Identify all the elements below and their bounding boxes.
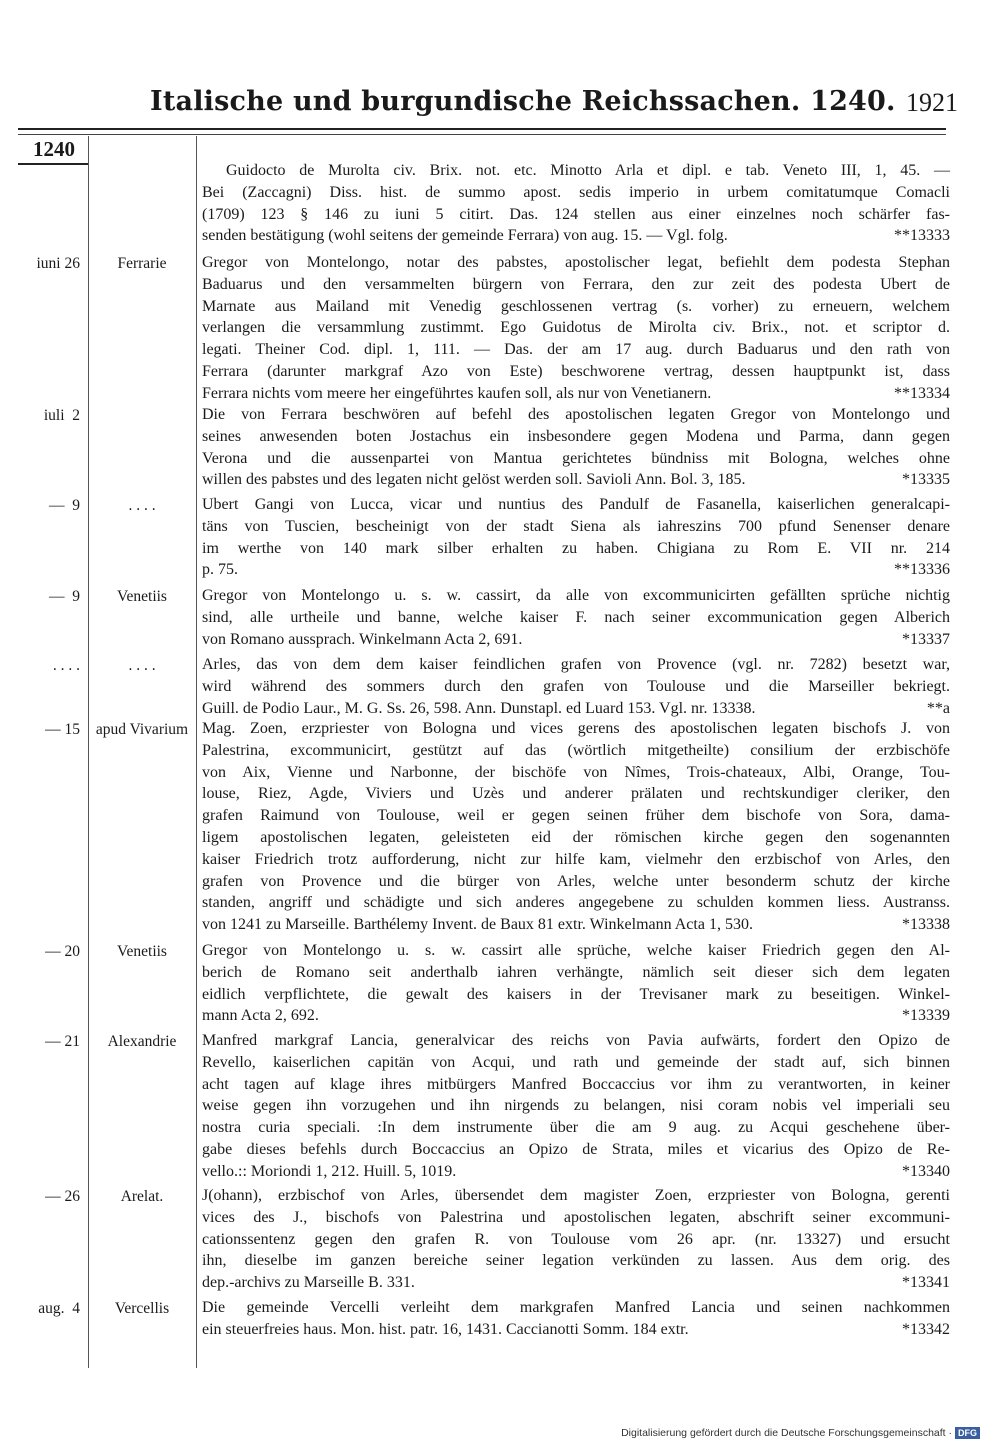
regest-number: *13342	[902, 1320, 950, 1338]
entry-line-text: verlangen die versammlung zustimmt. Ego Guidotus de Mirolta civ. Brix., not. et scriptor d.	[202, 319, 950, 337]
entry-line-text: Ubert Gangi von Lucca, vicar und nuntius des Pandulf de Fasanella, kaiserlichen generalcapi-	[202, 496, 950, 513]
entry-line	[202, 1297, 950, 1319]
entry-date: iuli 2	[43, 407, 80, 424]
entry-line	[202, 805, 950, 827]
entry-line	[202, 538, 950, 560]
entry-line	[202, 160, 950, 182]
entry-line-text: Bei (Zaccagni) Diss. hist. de summo apost. sedis imperio in urbem comitatumque Comacli	[202, 183, 950, 201]
entry-text	[202, 1030, 950, 1183]
entry-line-text: täns von Tuscien, bescheinigt von der stadt Siena als iahreszins 700 pfund Senenser denare	[202, 517, 950, 535]
entry-text	[202, 940, 950, 1027]
entry-line-text: seines anwesenden boten Jostachus ein insbesondere gegen Modena und Parma, dann gegen	[202, 427, 950, 445]
regest-number: *13335	[902, 471, 950, 489]
entry-line	[202, 962, 950, 984]
entry-text	[202, 718, 950, 936]
entry-line	[202, 740, 950, 762]
regest-number: **13334	[894, 384, 950, 402]
entry-line-text: kaiser Friedrich trotz aufforderung, nicht zur hilfe kam, vielmehr den erzbischof von Arles, den	[202, 850, 950, 868]
entry-line-text: senden bestätigung (wohl seitens der gemeinde Ferrara) von aug. 15. — Vgl. folg.	[202, 227, 728, 245]
entry-line	[202, 559, 950, 581]
entry-line	[202, 629, 950, 651]
entry-line-text: Mag. Zoen, erzpriester von Bologna und vices gerens des apostolischen legaten bischofs J. von	[202, 720, 950, 737]
entry-date: — 15	[45, 721, 80, 738]
entry-text	[202, 252, 950, 405]
entry-line	[202, 1005, 950, 1027]
entry-text	[202, 160, 950, 247]
entry-line-text: willen des pabstes und des legaten nicht gelöst werden soll. Savioli Ann. Bol. 3, 185.	[202, 471, 746, 489]
entry-line-text: acht tagen auf klage ihres mitbürgers Manfred Boccaccius vor ihm zu verantworten, in keiner	[202, 1075, 950, 1093]
header-rule-thin	[18, 134, 946, 135]
entry-line-text: cationssentenz gegen den grafen R. von Toulouse vom 26 apr. (nr. 13327) und ersucht	[202, 1230, 950, 1248]
entry-line-text: nostra curia speciali. :In dem instrumente über die am 9 aug. zu Acqui geschehene über-	[202, 1119, 950, 1137]
entry-line-text: Palestrina, excommunicirt, gestützt auf das (wörtlich mitgetheilte) consilium der erzbischöfe	[202, 741, 950, 759]
entry-line-text: ligem apostolischen legaten, geleisteten eid der römischen kirche gegen den sogenannten	[202, 828, 950, 846]
year-heading: 1240	[33, 137, 75, 161]
regest-number: **a	[926, 699, 950, 717]
entry-line	[202, 1272, 950, 1294]
entry-line	[202, 404, 950, 426]
entry-line	[202, 361, 950, 383]
regest-number: *13339	[902, 1007, 950, 1025]
entry-line-text: sind, alle urtheile und banne, welche kaiser F. nach seiner excommunication gegen Alberich	[202, 608, 950, 626]
entry-line	[202, 469, 950, 491]
entry-line	[202, 516, 950, 538]
entry-line	[202, 607, 950, 629]
entry-line	[202, 1030, 950, 1052]
entry-line	[202, 654, 950, 676]
entry-line-text: p. 75.	[202, 561, 238, 579]
entry-line	[202, 296, 950, 318]
entry-line-text: Gregor von Montelongo u. s. w. cassirt alle sprüche, welche kaiser Friedrich gegen den Al-	[202, 942, 950, 959]
entry-line	[202, 827, 950, 849]
entry-line-text: standen, angriff und schädigte und sich anderes angegebene zu schulden kommen liess. Austranss.	[202, 894, 950, 912]
year-rule	[18, 163, 88, 165]
entry-text	[202, 654, 950, 719]
entry-line-text: Guill. de Podio Laur., M. G. Ss. 26, 598. Ann. Dunstapl. ed Luard 153. Vgl. nr. 13338.	[202, 699, 756, 717]
entry-line-text: grafen Raimund von Toulouse, weil er gegen seinen früher dem bischofe von Sora, dama-	[202, 807, 950, 825]
entry-line	[202, 1074, 950, 1096]
entry-date: — 21	[45, 1033, 80, 1050]
digitization-credit	[580, 1427, 980, 1443]
regest-number: **13333	[894, 227, 950, 245]
entry-line-text: gabe dieses befehls durch Boccaccius an Opizo de Strata, miles et vicarius des Opizo de Re-	[202, 1140, 950, 1158]
entry-line	[202, 871, 950, 893]
entry-date: aug. 4	[38, 1300, 80, 1317]
entry-line-text: Die von Ferrara beschwören auf befehl des apostolischen legaten Gregor von Montelongo und	[202, 406, 950, 423]
dfg-logo: DFG	[955, 1427, 980, 1439]
entry-line-text: J(ohann), erzbischof von Arles, übersendet dem magister Zoen, erzpriester von Bologna, gerenti	[202, 1187, 950, 1204]
column-divider-date	[88, 136, 89, 1368]
entry-place: Venetiis	[117, 943, 167, 960]
entry-line-text: ihn, dieselbe im ganzen bereiche seiner legation verkünden zu lassen. Aus dem orig. des	[202, 1252, 950, 1270]
entry-line	[202, 1207, 950, 1229]
entry-line-text: wird während des sommers durch den grafen von Toulouse und die Marseiller bekriegt.	[202, 677, 950, 695]
entry-line	[202, 1139, 950, 1161]
entry-line	[202, 252, 950, 274]
entry-text	[202, 1185, 950, 1294]
entry-line-text: Guidocto de Murolta civ. Brix. not. etc. Minotto Arla et dipl. e tab. Veneto III, 1, 45. —	[226, 162, 950, 179]
entry-line	[202, 448, 950, 470]
entry-line-text: Ferrara (darunter markgraf Azo von Este) beschworene vertrag, dessen hauptpunkt ist, dass	[202, 362, 950, 380]
entry-date: — 9	[49, 497, 80, 514]
entry-line	[202, 204, 950, 226]
entry-place: Arelat.	[120, 1188, 164, 1205]
entry-line	[202, 317, 950, 339]
entry-text	[202, 585, 950, 650]
entry-line	[202, 1052, 950, 1074]
entry-line-text: Manfred markgraf Lancia, generalvicar des reichs von Pavia aufwärts, fordert den Opizo de	[202, 1032, 950, 1049]
entry-line-text: (1709) 123 § 146 zu iuni 5 citirt. Das. 124 stellen aus einer einzelnes noch schärfer fas-	[202, 205, 950, 223]
entry-place: Alexandrie	[107, 1033, 177, 1050]
entry-line	[202, 1319, 950, 1341]
entry-date: — 9	[49, 588, 80, 605]
regest-number: *13338	[902, 916, 950, 934]
entry-place: . . . .	[128, 497, 156, 514]
entry-line	[202, 849, 950, 871]
page-number: 1921	[906, 88, 958, 117]
entry-date: . . . .	[52, 657, 80, 674]
entry-line-text: von 1241 zu Marseille. Barthélemy Invent. de Baux 81 extr. Winkelmann Acta 1, 530.	[202, 916, 753, 934]
entry-line-text: im werthe von 140 mark silber erhalten zu haben. Chigiana zu Rom E. VII nr. 214	[202, 539, 950, 557]
regest-number: **13336	[894, 561, 950, 579]
entry-line-text: Gregor von Montelongo u. s. w. cassirt, da alle von excommunicirten gefällten sprüche nichtig	[202, 587, 950, 604]
column-divider-place	[196, 136, 197, 1368]
entry-line-text: Gregor von Montelongo, notar des pabstes, apostolischer legat, befiehlt dem podesta Stephan	[202, 254, 950, 271]
entry-line	[202, 940, 950, 962]
regest-number: *13340	[902, 1162, 950, 1180]
entry-line-text: von Aix, Vienne und Narbonne, der bischöfe von Nîmes, Trois-chateaux, Albi, Orange, Tou-	[202, 763, 950, 781]
entry-line	[202, 892, 950, 914]
entry-date: — 26	[45, 1188, 80, 1205]
entry-line-text: vello.:: Moriondi 1, 212. Huill. 5, 1019.	[202, 1162, 457, 1180]
entry-line	[202, 984, 950, 1006]
entry-line-text: berich de Romano seit anderthalb iahren verhängte, nämlich seit dieser sich dem legaten	[202, 963, 950, 981]
entry-line-text: Marnate aus Mailand mit Venedig geschlossenen vertrag (s. vorher) zu erneuern, welchem	[202, 297, 950, 315]
entry-line	[202, 274, 950, 296]
entry-line-text: louse, Riez, Agde, Viviers und Uzès und anderer prälaten und rechtskundiger cleriker, den	[202, 785, 950, 803]
entry-line	[202, 1250, 950, 1272]
entry-date: iuni 26	[36, 255, 80, 272]
entry-line	[202, 914, 950, 936]
entry-line-text: eidlich verpflichtete, die gewalt des kaisers in der Trevisaner mark zu beseitigen. Winkel-	[202, 985, 950, 1003]
entry-line	[202, 783, 950, 805]
regest-number: *13337	[902, 630, 950, 648]
entry-line-text: Arles, das von dem dem kaiser feindlichen grafen von Provence (vgl. nr. 7282) besetzt war,	[202, 656, 950, 673]
header-rule	[18, 128, 946, 130]
entry-line-text: grafen von Provence und die bürger von Arles, welche unter besonderm schutz der kirche	[202, 872, 950, 890]
entry-line	[202, 1185, 950, 1207]
credit-text: Digitalisierung gefördert durch die Deutsche Forschungsgemeinschaft ·	[621, 1427, 952, 1439]
entry-line	[202, 718, 950, 740]
entry-line	[202, 494, 950, 516]
entry-text	[202, 494, 950, 581]
entry-line-text: dep.-archivs zu Marseille B. 331.	[202, 1274, 415, 1292]
entry-text	[202, 1297, 950, 1341]
regest-number: *13341	[902, 1274, 950, 1292]
entry-line	[202, 339, 950, 361]
entry-line	[202, 1095, 950, 1117]
entry-line-text: ein steuerfreies haus. Mon. hist. patr. 16, 1431. Caccianotti Somm. 184 extr.	[202, 1320, 689, 1338]
entry-line-text: Baduarus und den versammelten bürgern von Ferrara, den zur zeit des podesta Ubert de	[202, 275, 950, 293]
entry-line-text: Die gemeinde Vercelli verleiht dem markgrafen Manfred Lancia und seinen nachkommen	[202, 1299, 950, 1316]
entry-place: Vercellis	[114, 1300, 170, 1317]
entry-line-text: Ferrara nichts vom meere her eingeführtes kaufen soll, als nur von Venetianern.	[202, 384, 712, 402]
entry-line-text: Verona und die aussenpartei von Mantua gerichtetes bündniss mit Bologna, welches ohne	[202, 449, 950, 467]
entry-line	[202, 1117, 950, 1139]
running-title: Italische und burgundische Reichssachen. 1240.	[150, 86, 896, 117]
entry-line	[202, 1161, 950, 1183]
entry-text	[202, 404, 950, 491]
entry-line	[202, 182, 950, 204]
entry-line	[202, 225, 950, 247]
entry-line	[202, 426, 950, 448]
entry-line-text: weise gegen ihn vorzugehen und ihn nirgends zu belangen, nisi coram nobis vel imperiali seu	[202, 1097, 950, 1115]
entry-place: Venetiis	[117, 588, 167, 605]
entry-line	[202, 585, 950, 607]
entry-line	[202, 698, 950, 720]
entry-line	[202, 762, 950, 784]
entry-place: Ferrarie	[117, 255, 167, 272]
entry-line	[202, 383, 950, 405]
entry-line-text: vices des J., bischofs von Palestrina und apostolischen legaten, abschrift seiner excommuni-	[202, 1208, 950, 1226]
entry-line	[202, 676, 950, 698]
entry-line-text: Revello, kaiserlichen capitän von Acqui, und rath und gemeinde der stadt auf, sich binnen	[202, 1053, 950, 1071]
entry-line-text: von Romano aussprach. Winkelmann Acta 2, 691.	[202, 630, 523, 648]
entry-line-text: legati. Theiner Cod. dipl. 1, 111. — Das. der am 17 aug. durch Baduarus und den rath von	[202, 341, 950, 359]
entry-line	[202, 1229, 950, 1251]
entry-place: apud Vivarium	[95, 721, 189, 738]
entry-line-text: mann Acta 2, 692.	[202, 1007, 319, 1025]
entry-place: . . . .	[128, 657, 156, 674]
entry-date: — 20	[45, 943, 80, 960]
